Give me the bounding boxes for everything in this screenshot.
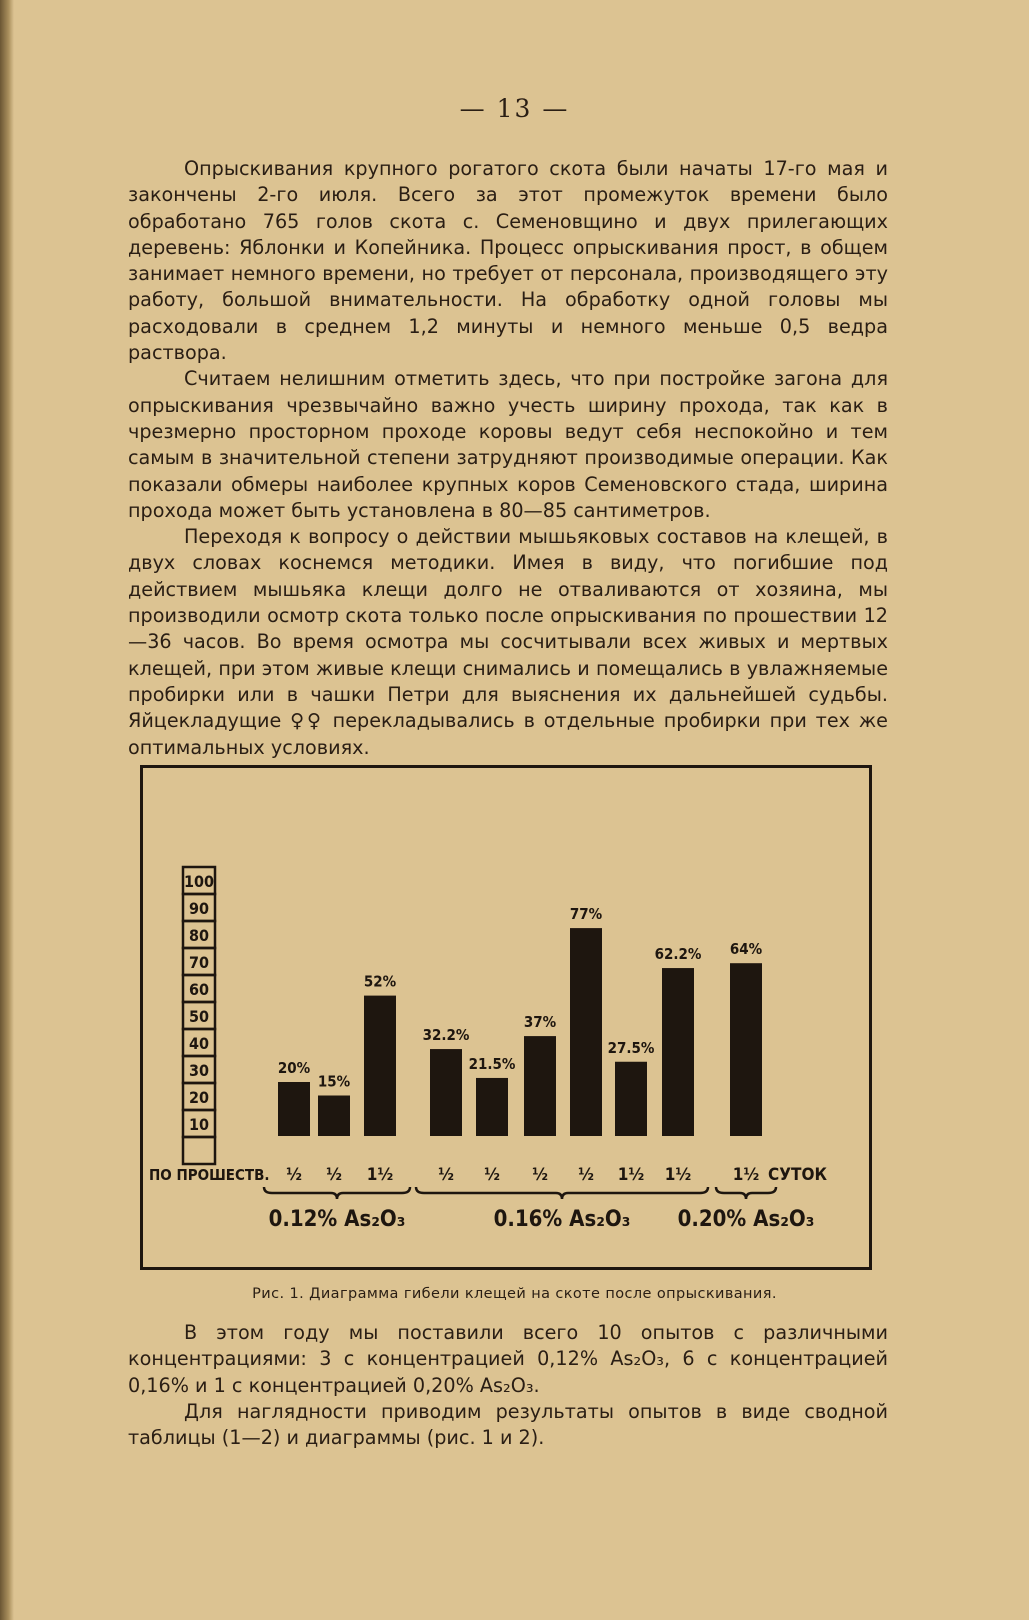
x-tick-label: 1½ bbox=[617, 1165, 645, 1185]
paragraph: Для наглядности приводим результаты опытов в виде сводной таблицы (1—2) и диаграммы (рис. 1 и 2). bbox=[128, 1399, 888, 1450]
bar bbox=[524, 1036, 556, 1136]
x-tick-label: ½ bbox=[532, 1165, 548, 1185]
bar bbox=[430, 1049, 462, 1136]
bar-value-label: 21.5% bbox=[468, 1054, 516, 1073]
y-tick-label: 10 bbox=[188, 1115, 210, 1134]
bar bbox=[570, 928, 602, 1136]
bar-value-label: 32.2% bbox=[422, 1026, 470, 1045]
bar-value-label: 37% bbox=[523, 1013, 557, 1032]
x-tick-label: ½ bbox=[484, 1165, 500, 1185]
bar bbox=[476, 1078, 508, 1136]
x-tick-label: 1½ bbox=[664, 1165, 692, 1185]
y-tick-label: 20 bbox=[188, 1088, 210, 1107]
bar bbox=[278, 1082, 310, 1136]
body-text-bottom bbox=[128, 1320, 888, 1451]
bar-value-label: 62.2% bbox=[654, 945, 702, 964]
group-label: 0.16% As₂O₃ bbox=[493, 1207, 631, 1232]
paragraph: Опрыскивания крупного рогатого скота были начаты 17-го мая и закончены 2-го июля. Всего за этот промежуток времени было обработано 765 голов скота с. Семеновщино и двух прилегающих деревень: Яблонки и Копейника. Процесс опрыскивания прост, в общем занимает немного времени, но требует от персонала, производящего эту работу, большой внимательности. На обработку одной головы мы расходовали в среднем 1,2 минуты и немного меньше 0,5 ведра раствора. bbox=[128, 157, 888, 365]
bar bbox=[662, 968, 694, 1136]
y-tick-label: 80 bbox=[188, 926, 210, 945]
y-scale-cell bbox=[183, 1137, 215, 1164]
x-axis-suffix-label: СУТОК bbox=[768, 1165, 827, 1185]
x-tick-label: ½ bbox=[438, 1165, 454, 1185]
x-tick-label: ½ bbox=[578, 1165, 594, 1185]
bar-value-label: 20% bbox=[277, 1059, 311, 1077]
page-binding-edge bbox=[0, 0, 14, 1620]
paragraph: Считаем нелишним отметить здесь, что при постройке загона для опрыскивания чрезвычайно важно учесть ширину прохода, так как в чрезмерно просторном проходе коровы ведут себя неспокойно и тем самым в значительной степени затрудняют производимые операции. Как показали обмеры наиболее крупных коров Семеновского стада, ширина прохода может быть установлена в 80—85 сантиметров. bbox=[128, 367, 888, 522]
mortality-bar-chart bbox=[143, 768, 869, 1267]
paragraph: Переходя к вопросу о действии мышьяковых составов на клещей, в двух словах коснемся методики. Имея в виду, что погибшие под действием мышьяка клещи долго не отваливаются от хозяина, мы производили осмотр скота только после опрыскивания по прошествии 12—36 часов. Во время осмотра мы сосчитывали всех живых и мертвых клещей, при этом живые клещи снимались и помещались в увлажняемые пробирки или в чашки Петри для выяснения их дальнейшей судьбы. Яйцекладущие ♀♀ перекладывались в отдельные пробирки при тех же оптимальных условиях. bbox=[128, 525, 888, 759]
x-axis-prefix-label: ПО ПРОШЕСТВ. bbox=[149, 1166, 270, 1184]
y-tick-label: 100 bbox=[183, 872, 215, 891]
y-tick-label: 40 bbox=[188, 1034, 210, 1053]
figure-diagram bbox=[140, 765, 872, 1270]
bar bbox=[615, 1062, 647, 1136]
bar bbox=[364, 996, 396, 1136]
y-tick-label: 30 bbox=[188, 1061, 210, 1080]
group-label: 0.20% As₂O₃ bbox=[677, 1207, 815, 1232]
y-tick-label: 60 bbox=[188, 980, 210, 999]
y-tick-label: 50 bbox=[188, 1007, 210, 1026]
group-brace bbox=[716, 1187, 776, 1199]
bar-value-label: 52% bbox=[363, 972, 397, 991]
bar-value-label: 15% bbox=[317, 1072, 351, 1091]
group-brace bbox=[264, 1187, 410, 1199]
x-tick-label: 1½ bbox=[366, 1165, 394, 1185]
x-tick-label: ½ bbox=[326, 1165, 342, 1185]
y-tick-label: 90 bbox=[188, 899, 210, 918]
bar bbox=[318, 1096, 350, 1137]
bar-value-label: 77% bbox=[569, 905, 603, 924]
group-brace bbox=[416, 1187, 708, 1199]
y-tick-label: 70 bbox=[188, 953, 210, 972]
paragraph: В этом году мы поставили всего 10 опытов с различными концентрациями: 3 с концентрацией 0,12% As₂O₃, 6 с концентрацией 0,16% и 1 с концентрацией 0,20% As₂O₃. bbox=[128, 1321, 888, 1397]
page-number: — 13 — bbox=[459, 94, 570, 123]
figure-caption: Рис. 1. Диаграмма гибели клещей на скоте после опрыскивания. bbox=[252, 1286, 777, 1302]
body-text-top bbox=[128, 156, 888, 761]
x-tick-label: ½ bbox=[286, 1165, 302, 1185]
bar-value-label: 27.5% bbox=[607, 1038, 655, 1057]
group-label: 0.12% As₂O₃ bbox=[268, 1207, 406, 1232]
bar bbox=[730, 963, 762, 1136]
bar-value-label: 64% bbox=[729, 940, 763, 959]
x-tick-label: 1½ bbox=[732, 1165, 760, 1185]
